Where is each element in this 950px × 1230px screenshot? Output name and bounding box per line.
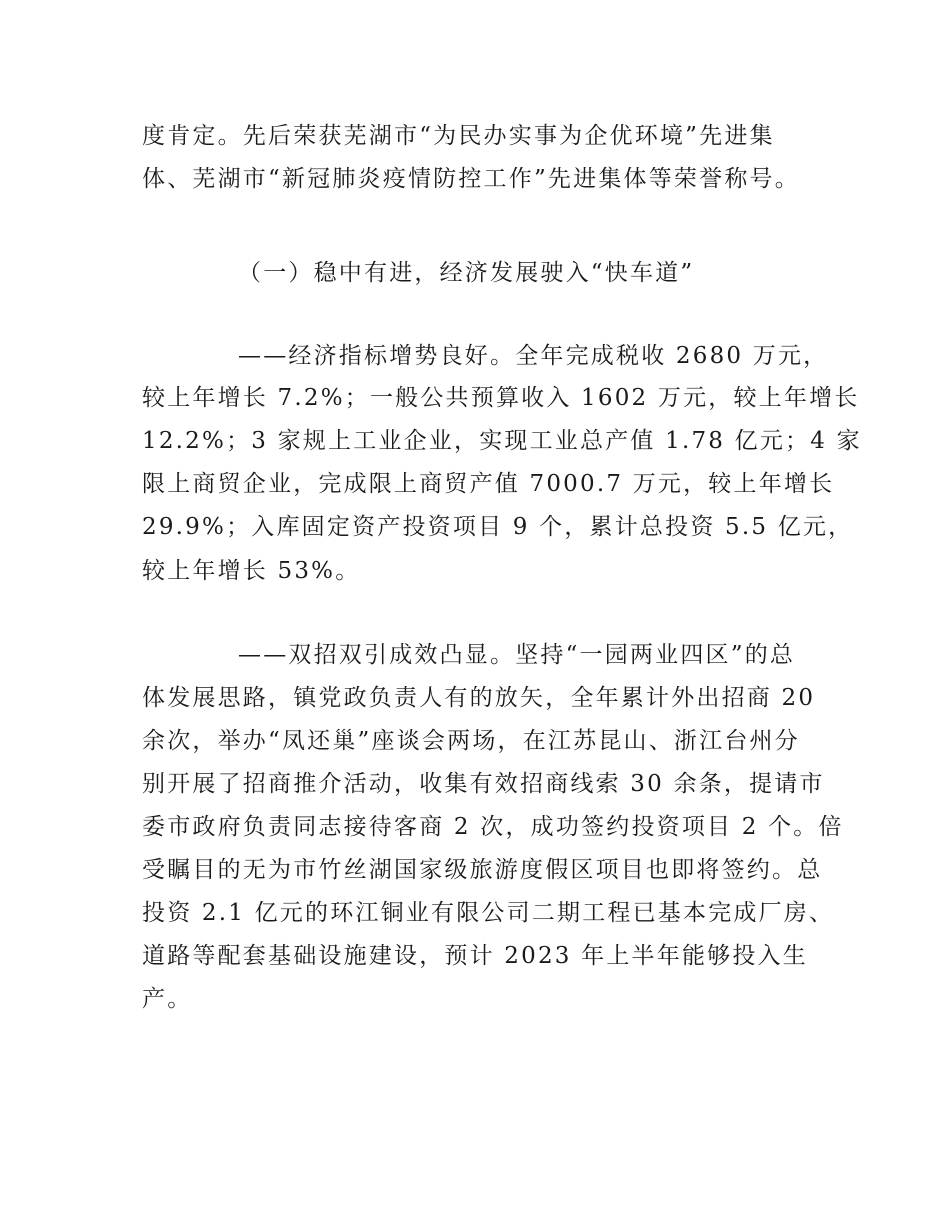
investment-line-3: 余次，举办“凤还巢”座谈会两场，在江苏昆山、浙江台州分 [142, 728, 800, 754]
economy-line-6: 较上年增长 53%。 [142, 558, 361, 584]
intro-line-1: 度肯定。先后荣获芜湖市“为民办实事为企优环境”先进集 [142, 123, 775, 149]
economy-line-5: 29.9%；入库固定资产投资项目 9 个，累计总投资 5.5 亿元， [142, 514, 854, 540]
investment-line-7: 投资 2.1 亿元的环江铜业有限公司二期工程已基本完成厂房、 [142, 900, 835, 926]
investment-line-9: 产。 [142, 986, 193, 1012]
investment-line-5: 委市政府负责同志接待客商 2 次，成功签约投资项目 2 个。倍 [142, 814, 844, 840]
investment-line-4: 别开展了招商推介活动，收集有效招商线索 30 余条，提请市 [142, 771, 825, 797]
investment-line-2: 体发展思路，镇党政负责人有的放矢，全年累计外出招商 20 [142, 685, 816, 711]
section-heading: （一）稳中有进，经济发展驶入“快车道” [238, 260, 695, 286]
investment-line-1: ——双招双引成效凸显。坚持“一园两业四区”的总 [238, 642, 796, 668]
intro-line-2: 体、芜湖市“新冠肺炎疫情防控工作”先进集体等荣誉称号。 [142, 166, 800, 192]
economy-line-3: 12.2%；3 家规上工业企业，实现工业总产值 1.78 亿元；4 家 [142, 428, 862, 454]
economy-line-4: 限上商贸企业，完成限上商贸产值 7000.7 万元，较上年增长 [142, 471, 835, 497]
economy-line-2: 较上年增长 7.2%；一般公共预算收入 1602 万元，较上年增长 [142, 385, 860, 411]
economy-line-1: ——经济指标增势良好。全年完成税收 2680 万元， [238, 343, 829, 369]
investment-line-8: 道路等配套基础设施建设，预计 2023 年上半年能够投入生 [142, 943, 808, 969]
investment-line-6: 受瞩目的无为市竹丝湖国家级旅游度假区项目也即将签约。总 [142, 857, 823, 883]
